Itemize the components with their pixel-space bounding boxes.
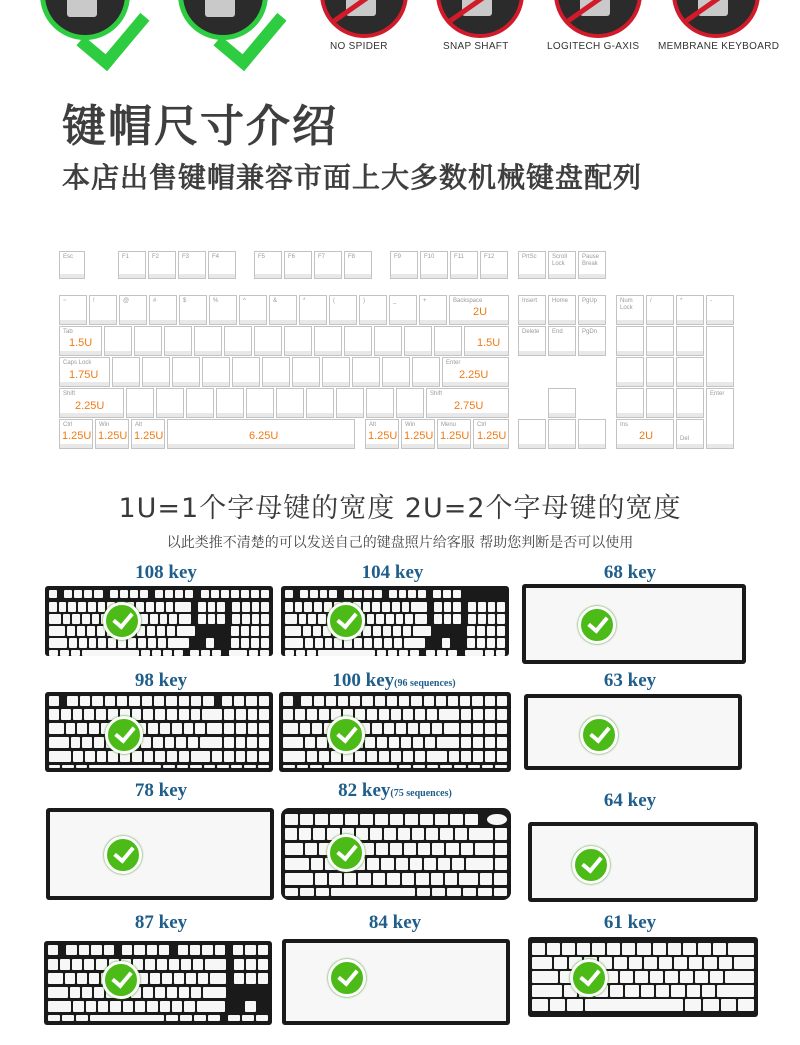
layout-caption: 100 key(96 sequences) <box>332 670 456 691</box>
key-f11: F11 <box>450 251 478 279</box>
key <box>202 357 230 387</box>
key-3: # <box>149 295 177 325</box>
key-f6: F6 <box>284 251 312 279</box>
key <box>164 326 192 356</box>
key <box>374 326 402 356</box>
key-f4: F4 <box>208 251 236 279</box>
key <box>336 388 364 418</box>
key-num0: Ins 2U <box>616 419 674 449</box>
keyboard-82 <box>281 808 511 900</box>
key-4: $ <box>179 295 207 325</box>
key <box>284 326 312 356</box>
key-caps-lock: Caps Lock 1.75U <box>59 357 110 387</box>
key-left-ctrl: Ctrl 1.25U <box>59 419 93 449</box>
key-9: ( <box>329 295 357 325</box>
key-num-plus <box>706 326 734 387</box>
key-pgdn: PgDn <box>578 326 606 356</box>
key <box>134 326 162 356</box>
key <box>172 357 200 387</box>
key <box>246 388 274 418</box>
key-1: ! <box>89 295 117 325</box>
layout-caption: 64 key <box>603 790 657 811</box>
layout-caption: 61 key <box>603 912 657 933</box>
keyboard-63 <box>524 694 742 770</box>
key-backspace: Backspace 2U <box>449 295 509 325</box>
key <box>292 357 320 387</box>
snap-shaft-photo <box>436 0 524 38</box>
check-circle-icon <box>103 602 141 640</box>
strip-label-snap-shaft: SNAP SHAFT <box>443 41 509 52</box>
layout-caption: 78 key <box>134 780 188 801</box>
key-home: Home <box>548 295 576 325</box>
key-num-del: Del <box>676 419 704 449</box>
key <box>434 326 462 356</box>
keyboard-78 <box>46 808 274 900</box>
key-right-ctrl: Ctrl 1.25U <box>473 419 509 449</box>
key-left-shift: Shift 2.25U <box>59 388 124 418</box>
key-right-alt: Alt 1.25U <box>365 419 399 449</box>
key-f1: F1 <box>118 251 146 279</box>
key-numlock: Num Lock <box>616 295 644 325</box>
key-f10: F10 <box>420 251 448 279</box>
key-5: % <box>209 295 237 325</box>
key-num2 <box>646 388 674 418</box>
key <box>254 326 282 356</box>
key-backslash: 1.5U <box>464 326 509 356</box>
unit-explanation: 1U=1个字母键的宽度 2U=2个字母键的宽度 <box>118 493 682 524</box>
strip-label-no-spider: NO SPIDER <box>330 41 388 52</box>
key <box>366 388 394 418</box>
key-esc: Esc <box>59 251 85 279</box>
check-circle-icon <box>327 716 365 754</box>
key <box>404 326 432 356</box>
key <box>382 357 410 387</box>
key-arrow-up <box>548 388 576 418</box>
check-circle-icon <box>570 959 608 997</box>
key-left-alt: Alt 1.25U <box>131 419 165 449</box>
keyboard-104 <box>281 586 509 656</box>
keyboard-61 <box>528 937 758 1017</box>
keyboard-87 <box>44 941 272 1025</box>
key-f8: F8 <box>344 251 372 279</box>
keyboard-108 <box>45 586 273 656</box>
key-num1 <box>616 388 644 418</box>
key-left-win: Win 1.25U <box>95 419 129 449</box>
layout-caption: 87 key <box>134 912 188 933</box>
key-num9 <box>676 326 704 356</box>
key-arrow-right <box>578 419 606 449</box>
page-title: 键帽尺寸介绍 <box>62 101 338 152</box>
key-tilde: ~ <box>59 295 87 325</box>
key <box>112 357 140 387</box>
key-arrow-down <box>548 419 576 449</box>
check-circle-icon <box>327 834 365 872</box>
key-f3: F3 <box>178 251 206 279</box>
layout-caption: 84 key <box>368 912 422 933</box>
key-num-slash: / <box>646 295 674 325</box>
key <box>126 388 154 418</box>
membrane-keyboard-photo <box>672 0 760 38</box>
key-7: & <box>269 295 297 325</box>
key-num6 <box>676 357 704 387</box>
check-circle-icon <box>572 846 610 884</box>
check-circle-icon <box>104 836 142 874</box>
key-num-star: * <box>676 295 704 325</box>
key-8: * <box>299 295 327 325</box>
key <box>262 357 290 387</box>
key-f7: F7 <box>314 251 342 279</box>
strip-label-membrane: MEMBRANE KEYBOARD <box>658 41 780 52</box>
key-delete: Delete <box>518 326 546 356</box>
no-spider-photo <box>320 0 408 38</box>
key-equal: + <box>419 295 447 325</box>
key <box>104 326 132 356</box>
page-subtitle: 本店出售键帽兼容市面上大多数机械键盘配列 <box>62 161 643 194</box>
key-scroll-lock: Scroll Lock <box>548 251 576 279</box>
key <box>216 388 244 418</box>
check-circle-icon <box>578 606 616 644</box>
key-arrow-left <box>518 419 546 449</box>
key-prtsc: PrtSc <box>518 251 546 279</box>
strip-label-logitech: LOGITECH G-AXIS <box>547 41 640 52</box>
key <box>156 388 184 418</box>
layout-caption: 82 key(75 sequences) <box>338 780 452 801</box>
key-f5: F5 <box>254 251 282 279</box>
key <box>224 326 252 356</box>
check-circle-icon <box>580 716 618 754</box>
check-circle-icon <box>327 602 365 640</box>
layout-caption: 68 key <box>603 562 657 583</box>
check-circle-icon <box>328 959 366 997</box>
key-right-shift: Shift 2.75U <box>426 388 509 418</box>
key <box>322 357 350 387</box>
key-pgup: PgUp <box>578 295 606 325</box>
layout-caption: 98 key <box>134 670 188 691</box>
keycap-size-diagram <box>56 243 738 453</box>
key <box>344 326 372 356</box>
key-f9: F9 <box>390 251 418 279</box>
key <box>186 388 214 418</box>
keyboard-64 <box>528 822 758 902</box>
key <box>276 388 304 418</box>
key <box>314 326 342 356</box>
key <box>306 388 334 418</box>
layout-caption: 63 key <box>603 670 657 691</box>
key-enter: Enter 2.25U <box>442 357 509 387</box>
key-spacebar: 6.25U <box>167 419 355 449</box>
key <box>352 357 380 387</box>
logitech-g-axis-photo <box>554 0 642 38</box>
key-f12: F12 <box>480 251 508 279</box>
key-tab: Tab 1.5U <box>59 326 102 356</box>
key-num3 <box>676 388 704 418</box>
key-menu: Menu 1.25U <box>437 419 471 449</box>
key-num8 <box>646 326 674 356</box>
key-2: @ <box>119 295 147 325</box>
key <box>194 326 222 356</box>
key-pause: Pause Break <box>578 251 606 279</box>
key-minus: _ <box>389 295 417 325</box>
key-num-enter: Enter <box>706 388 734 449</box>
key-insert: Insert <box>518 295 546 325</box>
key <box>232 357 260 387</box>
contact-note: 以此类推不清楚的可以发送自己的键盘照片给客服 帮助您判断是否可以使用 <box>166 535 634 551</box>
check-circle-icon <box>102 961 140 999</box>
key-num7 <box>616 326 644 356</box>
key-num5 <box>646 357 674 387</box>
key <box>412 357 440 387</box>
layout-caption: 108 key <box>135 562 197 583</box>
key <box>142 357 170 387</box>
keyboard-68 <box>522 584 746 664</box>
key <box>396 388 424 418</box>
keyboard-84 <box>282 939 510 1025</box>
key-num4 <box>616 357 644 387</box>
key-right-win: Win 1.25U <box>401 419 435 449</box>
key-0: ) <box>359 295 387 325</box>
keyboard-98 <box>45 692 273 772</box>
key-end: End <box>548 326 576 356</box>
key-f2: F2 <box>148 251 176 279</box>
compatibility-strip <box>0 0 800 72</box>
key-num-minus: - <box>706 295 734 325</box>
check-circle-icon <box>105 716 143 754</box>
layout-caption: 104 key <box>361 562 424 583</box>
key-6: ^ <box>239 295 267 325</box>
keyboard-100 <box>279 692 511 772</box>
